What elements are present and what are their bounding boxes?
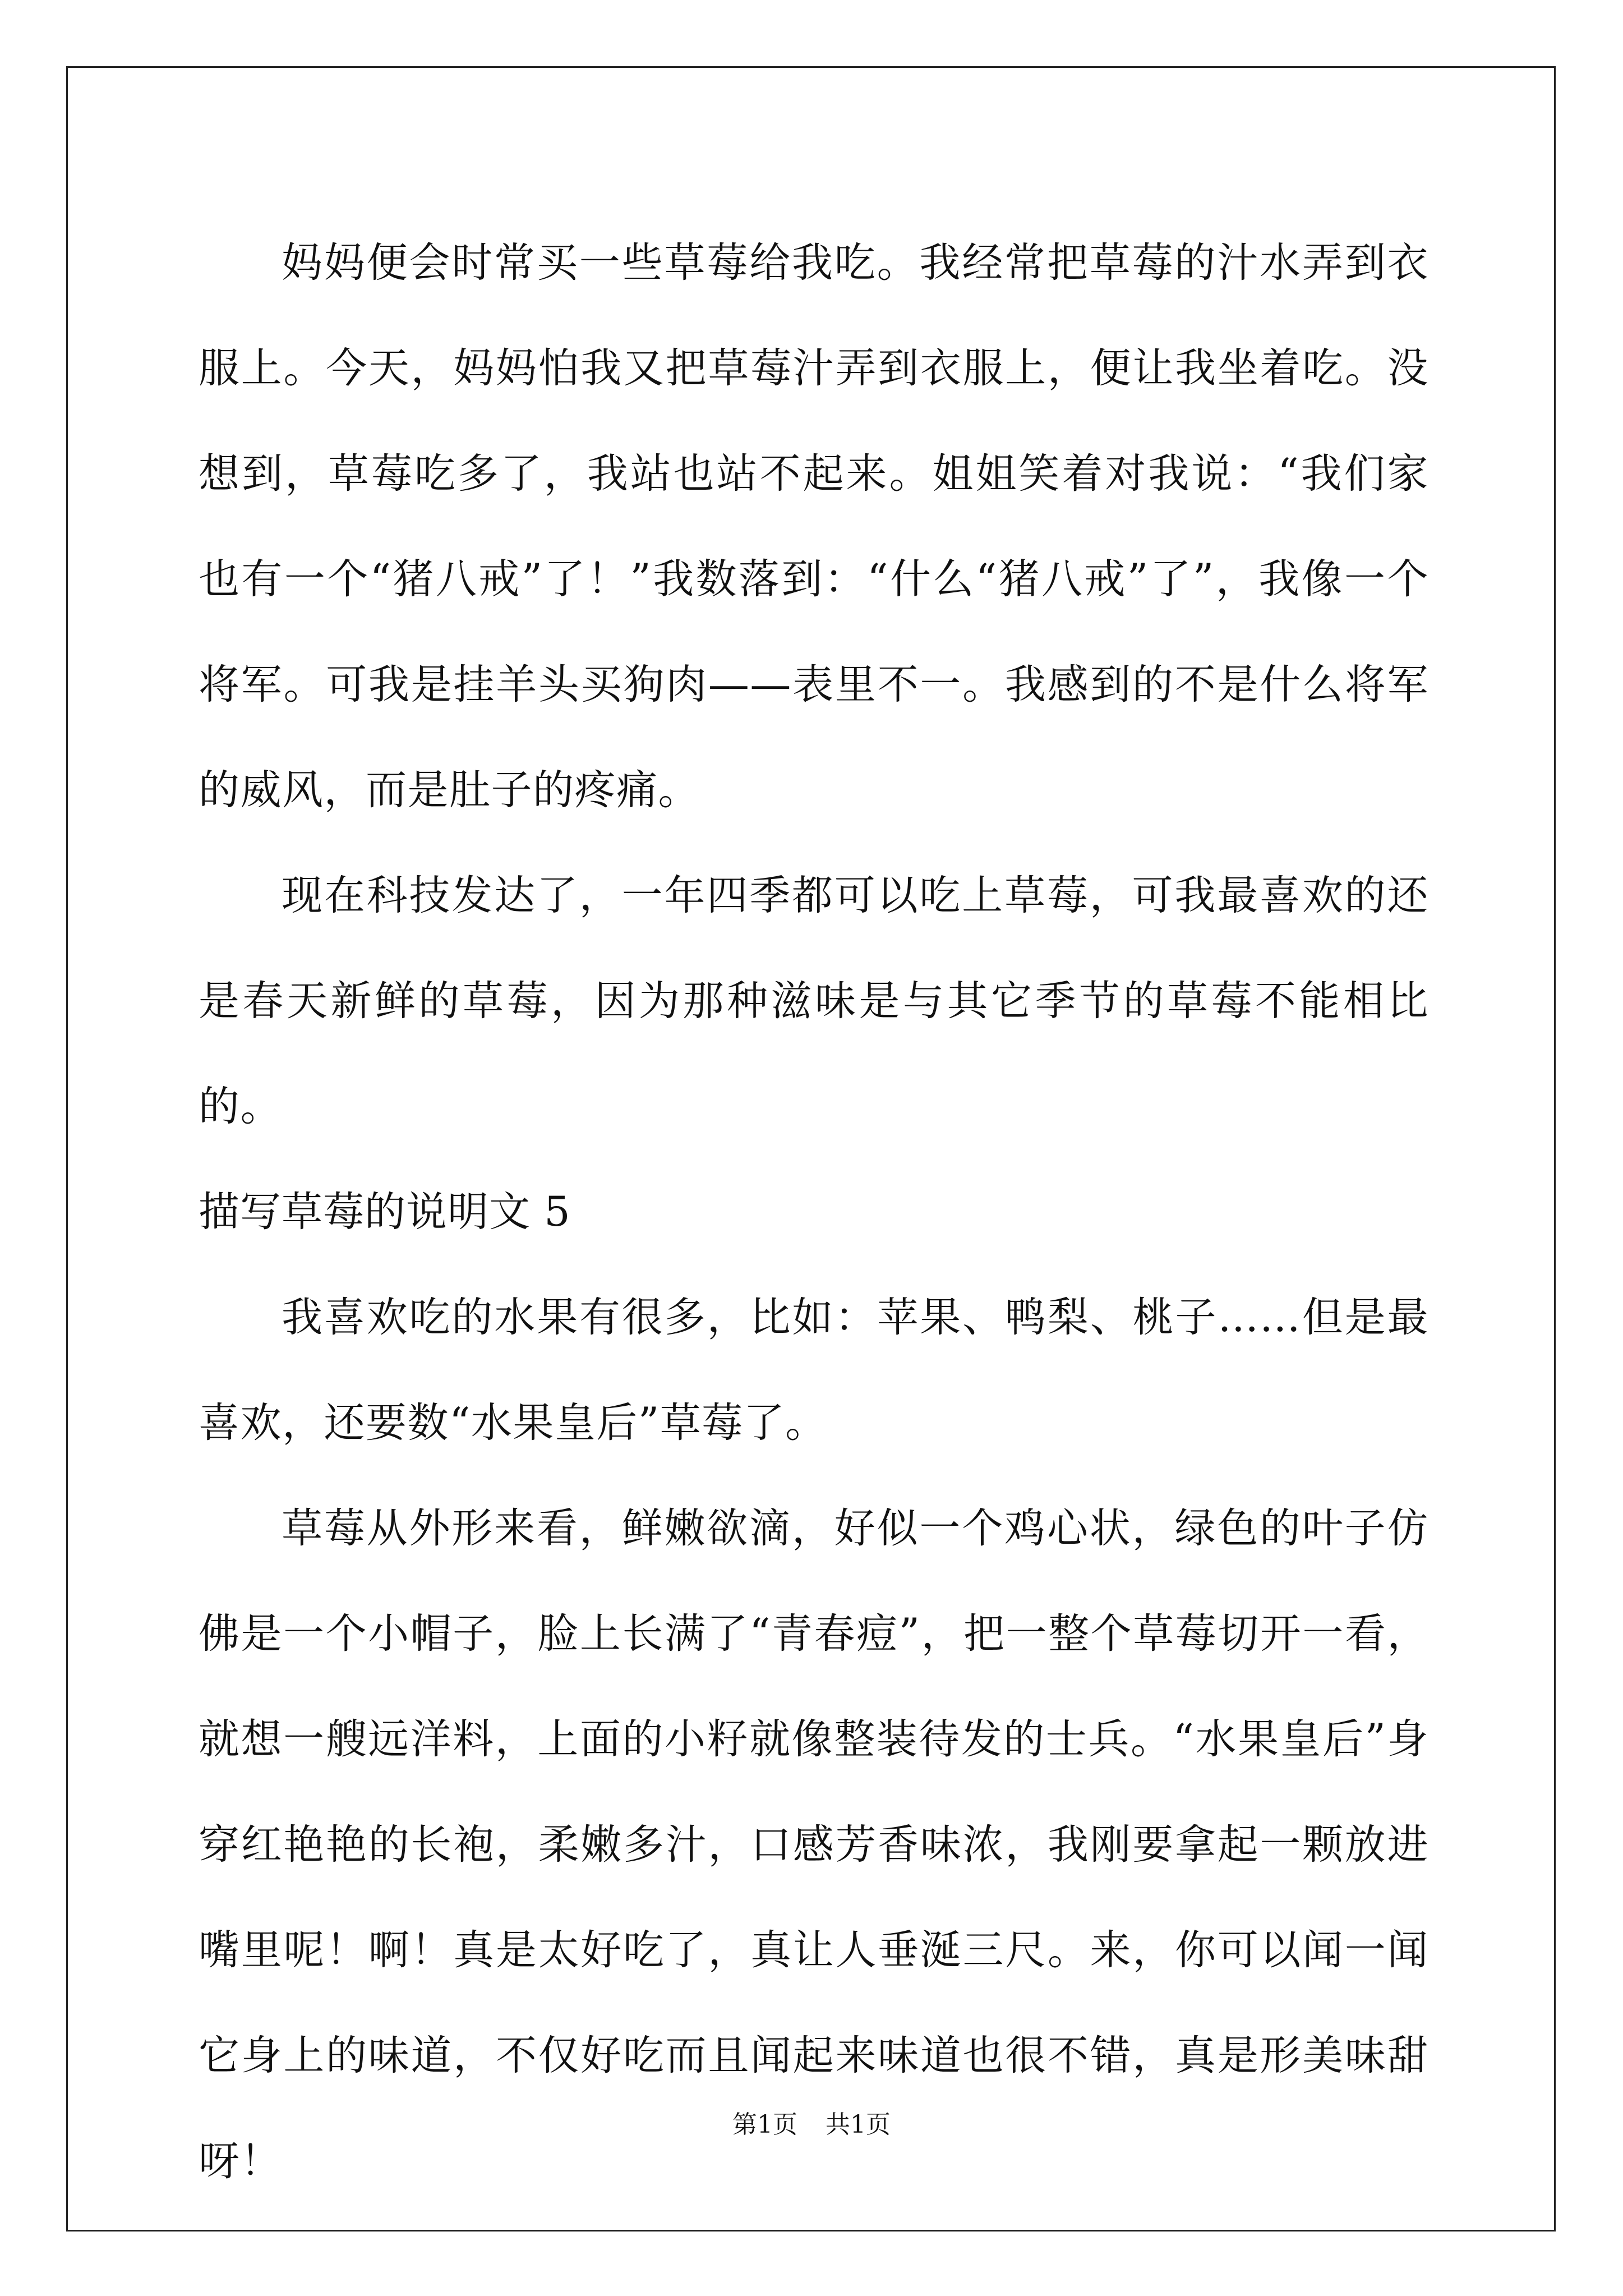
section-heading: 描写草莓的说明文 5 (199, 1188, 571, 1236)
document-body (199, 210, 1429, 2214)
paragraph-strawberry-stomachache: 妈妈便会时常买一些草莓给我吃。我经常把草莓的汁水弄到衣服上。今天，妈妈怕我又把草莓汁弄到衣服上，便让我坐着吃。没想到，草莓吃多了，我站也站不起来。姐姐笑着对我说：“我们家也有一个“猪八戒”了！”我数落到：“什么“猪八戒”了”，我像一个将军。可我是挂羊头买狗肉——表里不一。我感到的不是什么将军的威风，而是肚子的疼痛。 (199, 239, 1429, 814)
paragraph-strawberry-description: 草莓从外形来看，鲜嫩欲滴，好似一个鸡心状，绿色的叶子仿佛是一个小帽子，脸上长满了“青春痘”，把一整个草莓切开一看，就想一艘远洋料，上面的小籽就像整装待发的士兵。“水果皇后”身穿红艳艳的长袍，柔嫩多汁，口感芳香味浓，我刚要拿起一颗放进嘴里呢！啊！真是太好吃了，真让人垂涎三尺。来，你可以闻一闻它身上的味道，不仅好吃而且闻起来味道也很不错，真是形美味甜呀！ (199, 1504, 1429, 2185)
page-number: 第1页 (732, 2110, 797, 2139)
page-footer (0, 2108, 1623, 2142)
paragraph-seasons: 现在科技发达了，一年四季都可以吃上草莓，可我最喜欢的还是春天新鲜的草莓，因为那种滋味是与其它季节的草莓不能相比的。 (199, 872, 1429, 1130)
paragraph-favorite-fruit: 我喜欢吃的水果有很多，比如：苹果、鸭梨、桃子……但是最喜欢，还要数“水果皇后”草莓了。 (199, 1294, 1429, 1447)
page-total: 共1页 (826, 2110, 891, 2139)
